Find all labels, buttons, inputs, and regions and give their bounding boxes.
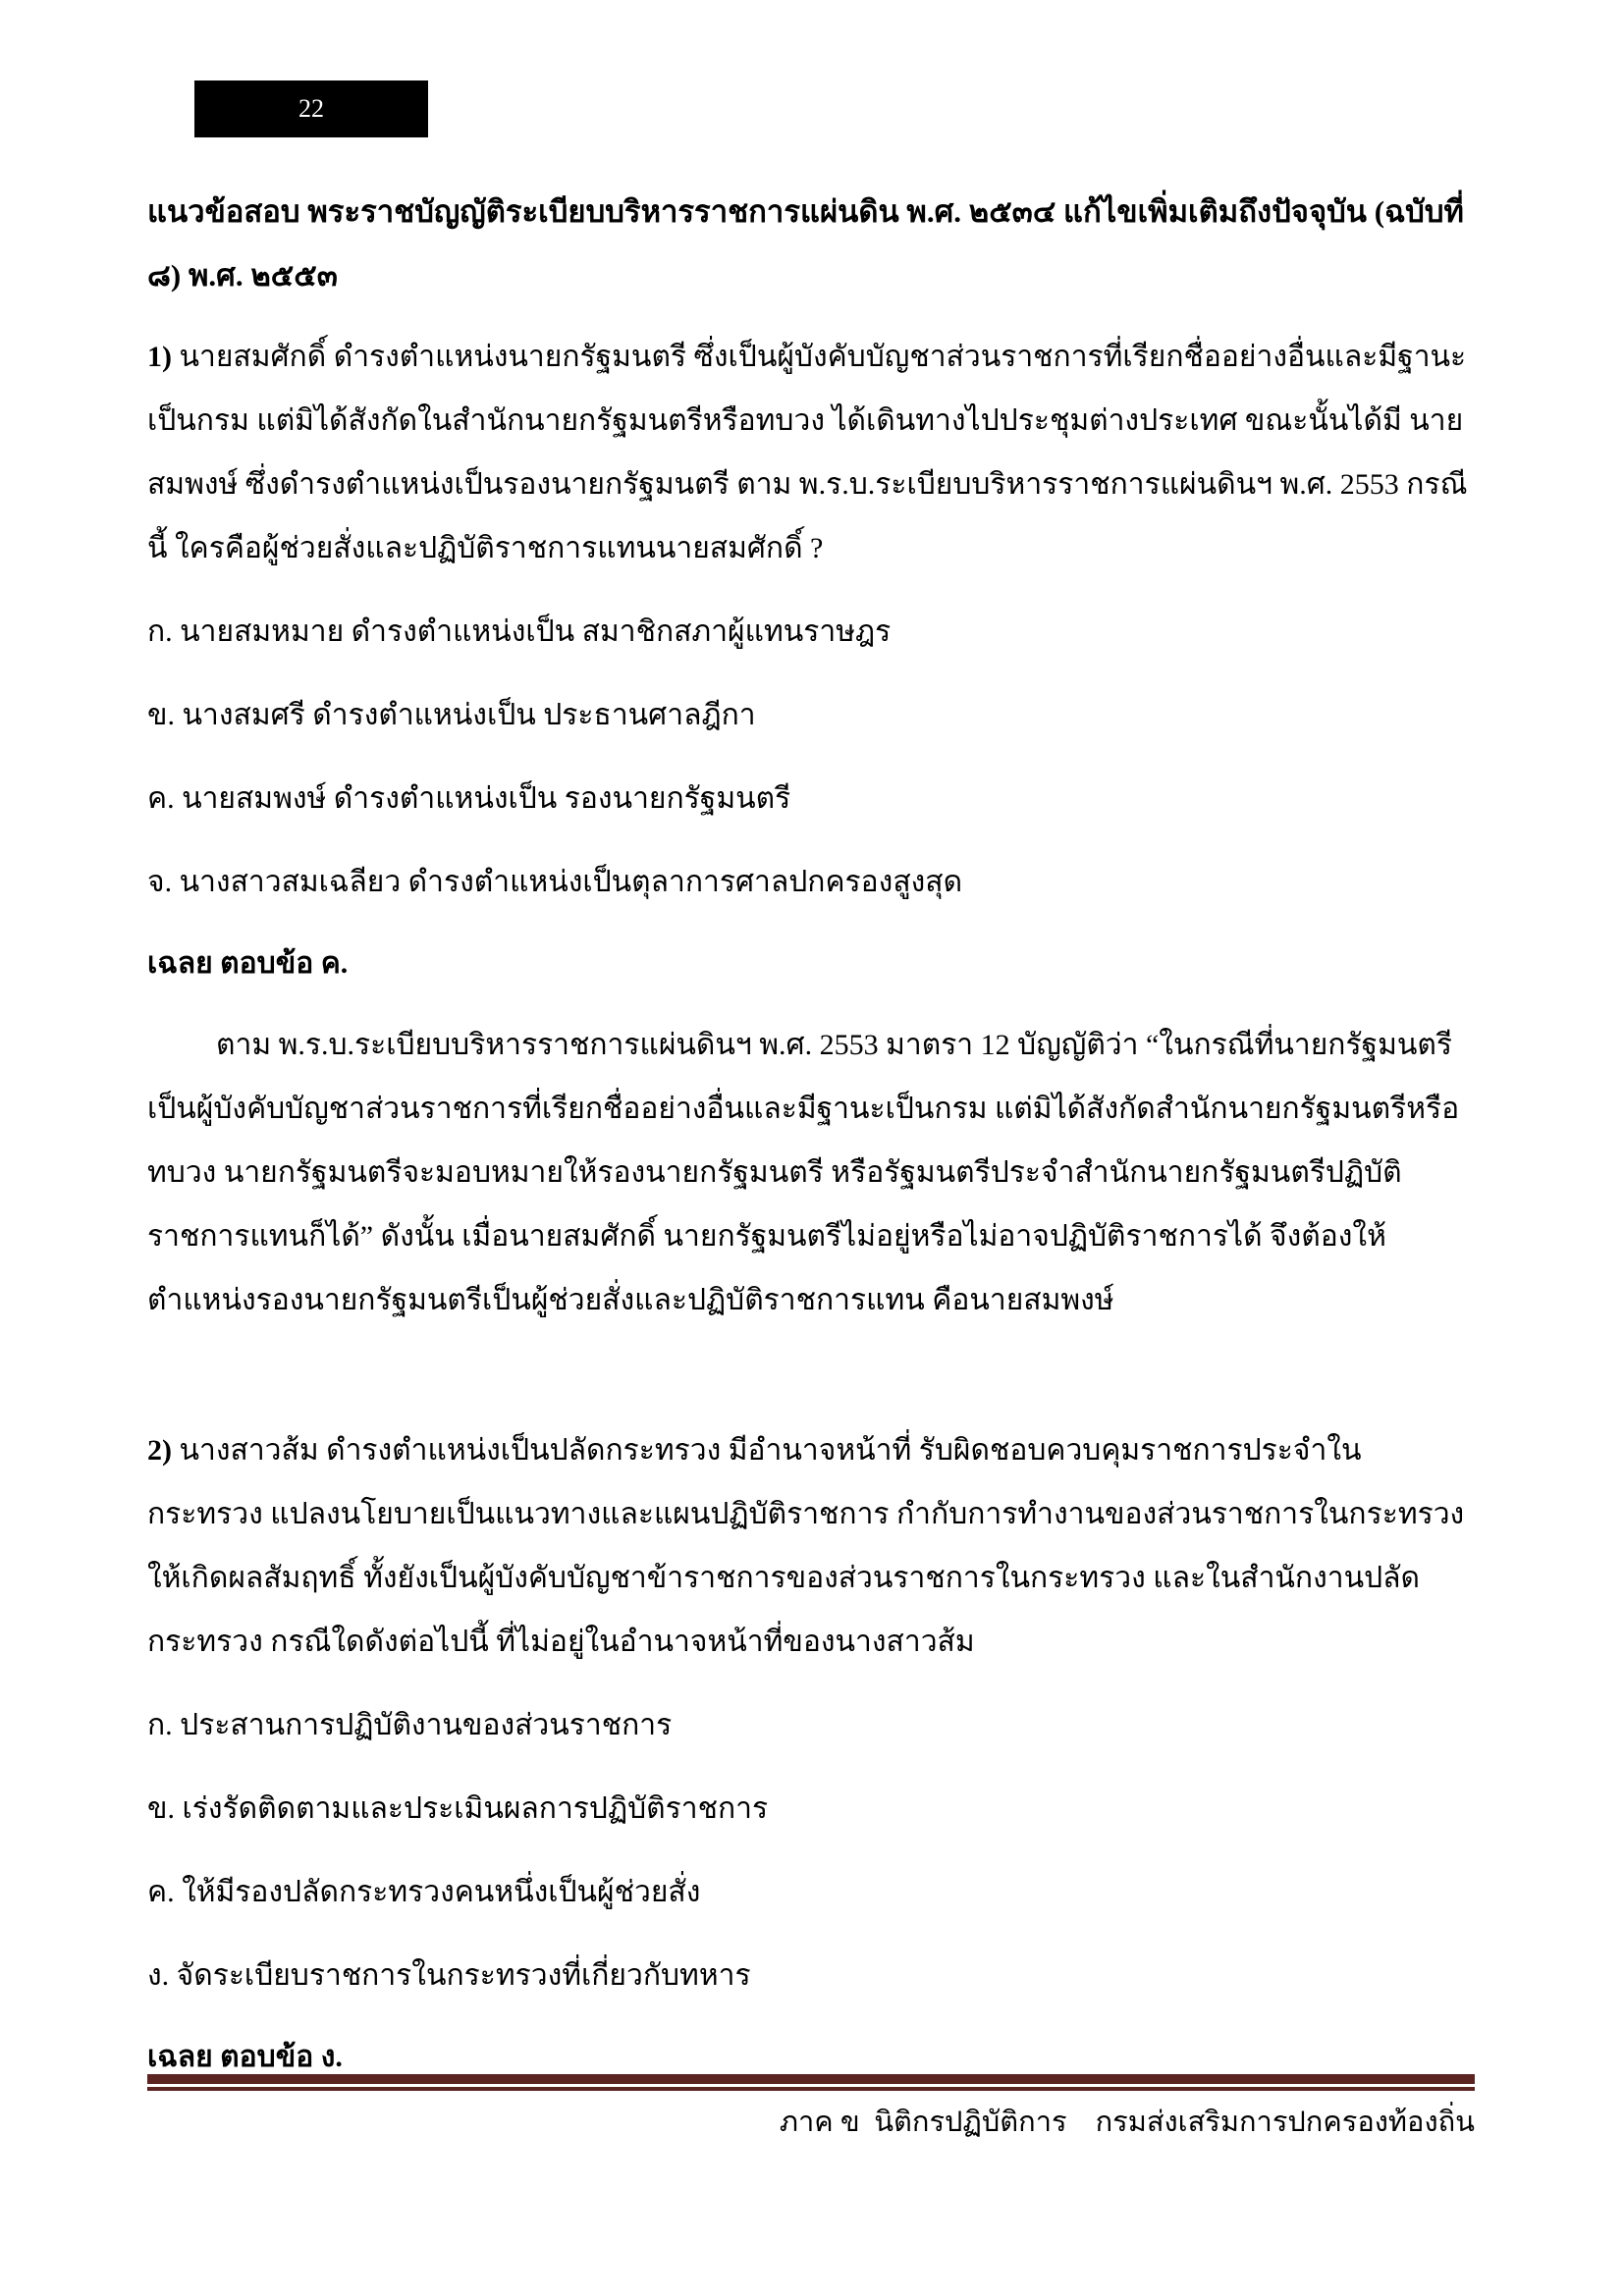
question-block-1 — [147, 325, 1475, 1332]
question-1-option-c: ค. นายสมพงษ์ ดำรงตำแหน่งเป็น รองนายกรัฐมนตรี — [147, 782, 791, 815]
document-content — [147, 0, 1475, 2089]
question-2-answer: เฉลย ตอบข้อ ง. — [147, 2041, 343, 2073]
question-1-option-b: ข. นางสมศรี ดำรงตำแหน่งเป็น ประธานศาลฎีกา — [147, 699, 756, 731]
footer-rule-thick — [147, 2074, 1475, 2084]
question-2-option-b: ข. เร่งรัดติดตามและประเมินผลการปฏิบัติราชการ — [147, 1792, 769, 1825]
question-1-explanation: ตาม พ.ร.บ.ระเบียบบริหารราชการแผ่นดินฯ พ.ศ. 2553 มาตรา 12 บัญญัติว่า “ในกรณีที่นายกรัฐมนตรีเป็นผู้บังคับบัญชาส่วนราชการที่เรียกชื่ออย่างอื่นและมีฐานะเป็นกรม แต่มิได้สังกัดสำนักนายกรัฐมนตรีหรือทบวง นายกรัฐมนตรีจะมอบหมายให้รองนายกรัฐมนตรี หรือรัฐมนตรีประจำสำนักนายกรัฐมนตรีปฏิบัติราชการแทนก็ได้” ดังนั้น เมื่อนายสมศักดิ์ นายกรัฐมนตรีไม่อยู่หรือไม่อาจปฏิบัติราชการได้ จึงต้องให้ตำแหน่งรองนายกรัฐมนตรีเป็นผู้ช่วยสั่งและปฏิบัติราชการแทน คือนายสมพงษ์ — [147, 1029, 1460, 1316]
question-1-body: นายสมศักดิ์ ดำรงตำแหน่งนายกรัฐมนตรี ซึ่งเป็นผู้บังคับบัญชาส่วนราชการที่เรียกชื่ออย่างอื่นและมีฐานะเป็นกรม แต่มิได้สังกัดในสำนักนายกรัฐมนตรีหรือทบวง ได้เดินทางไปประชุมต่างประเทศ ขณะนั้นได้มี นายสมพงษ์ ซึ่งดำรงตำแหน่งเป็นรองนายกรัฐมนตรี ตาม พ.ร.บ.ระเบียบบริหารราชการแผ่นดินฯ พ.ศ. 2553 กรณีนี้ ใครคือผู้ช่วยสั่งและปฏิบัติราชการแทนนายสมศักดิ์ ? — [147, 341, 1468, 564]
question-2-option-a: ก. ประสานการปฏิบัติงานของส่วนราชการ — [147, 1709, 673, 1741]
question-2-number: 2) — [147, 1434, 172, 1467]
question-1-answer: เฉลย ตอบข้อ ค. — [147, 947, 349, 980]
question-1-text — [147, 325, 1475, 580]
question-2-option-d: ง. จัดระเบียบราชการในกระทรวงที่เกี่ยวกับทหาร — [147, 1959, 751, 1992]
page-number: 22 — [298, 94, 324, 123]
footer-rule-thin — [147, 2087, 1475, 2091]
question-1-option-d: จ. นางสาวสมเฉลียว ดำรงตำแหน่งเป็นตุลาการศาลปกครองสูงสุด — [147, 866, 963, 898]
question-1-number: 1) — [147, 341, 172, 373]
page-title: แนวข้อสอบ พระราชบัญญัติระเบียบบริหารราชการแผ่นดิน พ.ศ. ๒๕๓๔ แก้ไขเพิ่มเติมถึงปัจจุบัน (ฉบับที่ ๘) พ.ศ. ๒๕๕๓ — [147, 194, 1464, 293]
question-2-text — [147, 1418, 1475, 1674]
question-2-option-c: ค. ให้มีรองปลัดกระทรวงคนหนึ่งเป็นผู้ช่วยสั่ง — [147, 1876, 701, 1908]
question-2-body: นางสาวส้ม ดำรงตำแหน่งเป็นปลัดกระทรวง มีอำนาจหน้าที่ รับผิดชอบควบคุมราชการประจำในกระทรวง แปลงนโยบายเป็นแนวทางและแผนปฏิบัติราชการ กำกับการทำงานของส่วนราชการในกระทรวงให้เกิดผลสัมฤทธิ์ ทั้งยังเป็นผู้บังคับบัญชาข้าราชการของส่วนราชการในกระทรวง และในสำนักงานปลัดกระทรวง กรณีใดดังต่อไปนี้ ที่ไม่อยู่ในอำนาจหน้าที่ของนางสาวส้ม — [147, 1434, 1465, 1658]
page-footer — [147, 2074, 1475, 2146]
footer-text: ภาค ข นิติกรปฏิบัติการ กรมส่งเสริมการปกครองท้องถิ่น — [779, 2107, 1475, 2138]
question-1-option-a: ก. นายสมหมาย ดำรงตำแหน่งเป็น สมาชิกสภาผู้แทนราษฎร — [147, 615, 892, 648]
question-block-2 — [147, 1418, 1475, 2089]
